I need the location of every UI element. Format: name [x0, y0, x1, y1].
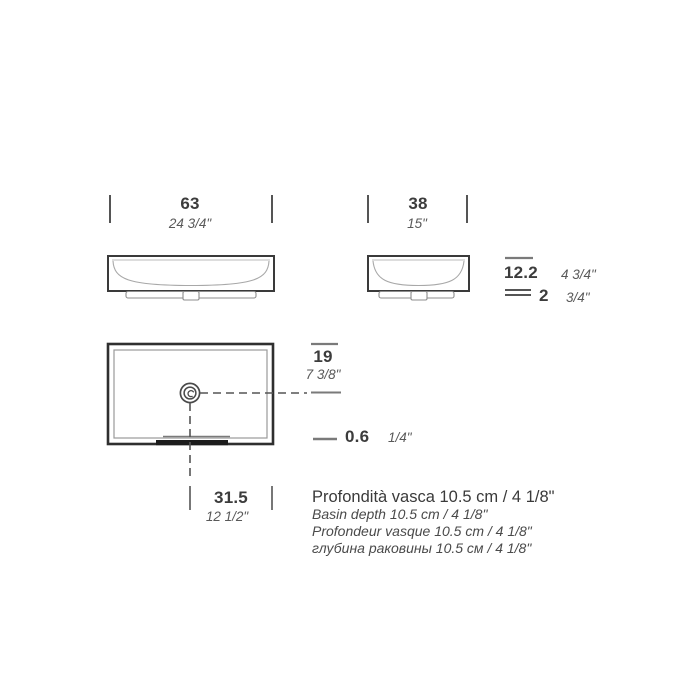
dim-overall-depth-in: 15"	[407, 216, 427, 231]
dim-drain-side-in: 12 1/2"	[205, 509, 249, 524]
dim-overall-depth-cm: 38	[408, 194, 428, 213]
dim-overall-width-in: 24 3/4"	[168, 216, 212, 231]
note-italian: Profondità vasca 10.5 cm / 4 1/8"	[312, 488, 555, 506]
dim-height-body-cm: 12.2	[504, 263, 538, 282]
note-french: Profondeur vasque 10.5 cm / 4 1/8"	[312, 523, 532, 539]
front-view-drawing	[108, 256, 274, 300]
note-russian: глубина раковины 10.5 см / 4 1/8"	[312, 540, 532, 556]
dim-drain-side-cm: 31.5	[214, 488, 248, 507]
dim-drain-back-in: 7 3/8"	[305, 367, 341, 382]
dim-edge-thickness-in: 1/4"	[388, 430, 412, 445]
dim-drain-back-cm: 19	[313, 347, 333, 366]
side-view-drawing	[368, 256, 469, 300]
drain-icon	[180, 383, 199, 402]
dim-overall-width-cm: 63	[180, 194, 200, 213]
dim-height-base-cm: 2	[539, 286, 549, 305]
note-english: Basin depth 10.5 cm / 4 1/8"	[312, 506, 488, 522]
dim-height-body-in: 4 3/4"	[561, 267, 596, 282]
dim-height-base-in: 3/4"	[566, 290, 590, 305]
dim-edge-thickness-cm: 0.6	[345, 427, 370, 446]
